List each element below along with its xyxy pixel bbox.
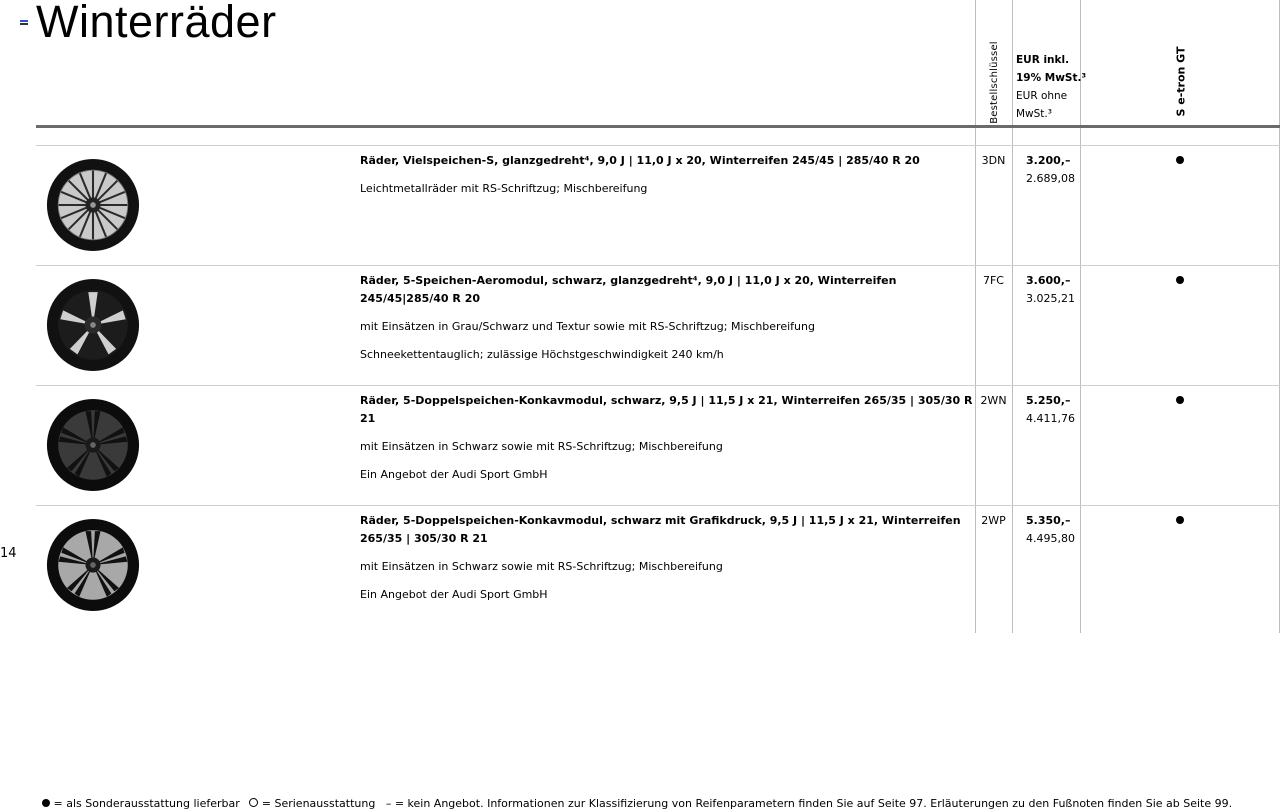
wheel-image bbox=[46, 158, 140, 252]
available-dot-icon bbox=[1176, 156, 1184, 164]
page-title: Winterräder bbox=[36, 0, 277, 47]
table-row bbox=[36, 385, 1280, 505]
available-dot-icon bbox=[1176, 276, 1184, 284]
filled-dot-icon bbox=[42, 799, 50, 807]
flag-icon bbox=[20, 20, 28, 27]
table-row bbox=[36, 145, 1280, 265]
order-code: 3DN bbox=[981, 154, 1006, 167]
price: 5.250,– 4.411,76 bbox=[1026, 394, 1075, 425]
price: 5.350,– 4.495,80 bbox=[1026, 514, 1075, 545]
header-order-key: Bestellschlüssel bbox=[988, 40, 1000, 124]
available-dot-icon bbox=[1176, 516, 1184, 524]
order-code: 2WP bbox=[981, 514, 1006, 527]
header-price: EUR inkl. 19% MwSt.³ EUR ohne MwSt.³ bbox=[1016, 54, 1087, 120]
price: 3.600,– 3.025,21 bbox=[1026, 274, 1075, 305]
open-circle-icon bbox=[249, 798, 258, 807]
row-description: Räder, Vielspeichen-S, glanzgedreht⁴, 9,0 J | 11,0 J x 20, Winterreifen 245/45 | 285/40 R 20 Leichtmetallräder mit RS-Schriftzug; Mischbereifung bbox=[360, 154, 920, 195]
row-description: Räder, 5-Doppelspeichen-Konkavmodul, schwarz mit Grafikdruck, 9,5 J | 11,5 J x 21, Winterreifen 265/35 | 305/30 R 21 mit Einsätzen in Schwarz sowie mit RS-Schriftzug; Mischbereifung Ein Angebot der Audi Sport GmbH bbox=[360, 514, 961, 601]
header-model: S e-tron GT bbox=[1174, 45, 1188, 117]
wheel-image bbox=[46, 518, 140, 612]
order-code: 7FC bbox=[982, 274, 1004, 287]
row-description: Räder, 5-Doppelspeichen-Konkavmodul, schwarz, 9,5 J | 11,5 J x 21, Winterreifen 265/35 | 305/30 R 21 mit Einsätzen in Schwarz sowie mit RS-Schriftzug; Mischbereifung Ein Angebot der Audi Sport GmbH bbox=[360, 394, 973, 481]
order-code: 2WN bbox=[980, 394, 1007, 407]
header-rule bbox=[36, 125, 1280, 128]
wheel-image bbox=[46, 398, 140, 492]
price: 3.200,– 2.689,08 bbox=[1026, 154, 1075, 185]
page-number: 14 bbox=[0, 546, 17, 561]
table-row bbox=[36, 505, 1280, 634]
row-description: Räder, 5-Speichen-Aeromodul, schwarz, glanzgedreht⁴, 9,0 J | 11,0 J x 20, Winterreifen 245/45|285/40 R 20 mit Einsätzen in Grau/Schwarz und Textur sowie mit RS-Schriftzug; Mischbereifung Schneekettentauglich; zulässige Höchstgeschwindigkeit 240 km/h bbox=[360, 274, 897, 361]
wheel-image bbox=[46, 278, 140, 372]
available-dot-icon bbox=[1176, 396, 1184, 404]
table-row bbox=[36, 265, 1280, 385]
footer-legend: = als Sonderausstattung lieferbar = Serienausstattung – = kein Angebot. Informationen zur Klassifizierung von Reifenparametern finden Sie auf Seite 97. Erläuterungen zu den Fußnoten finden Sie ab Seite 99. bbox=[42, 797, 1272, 810]
